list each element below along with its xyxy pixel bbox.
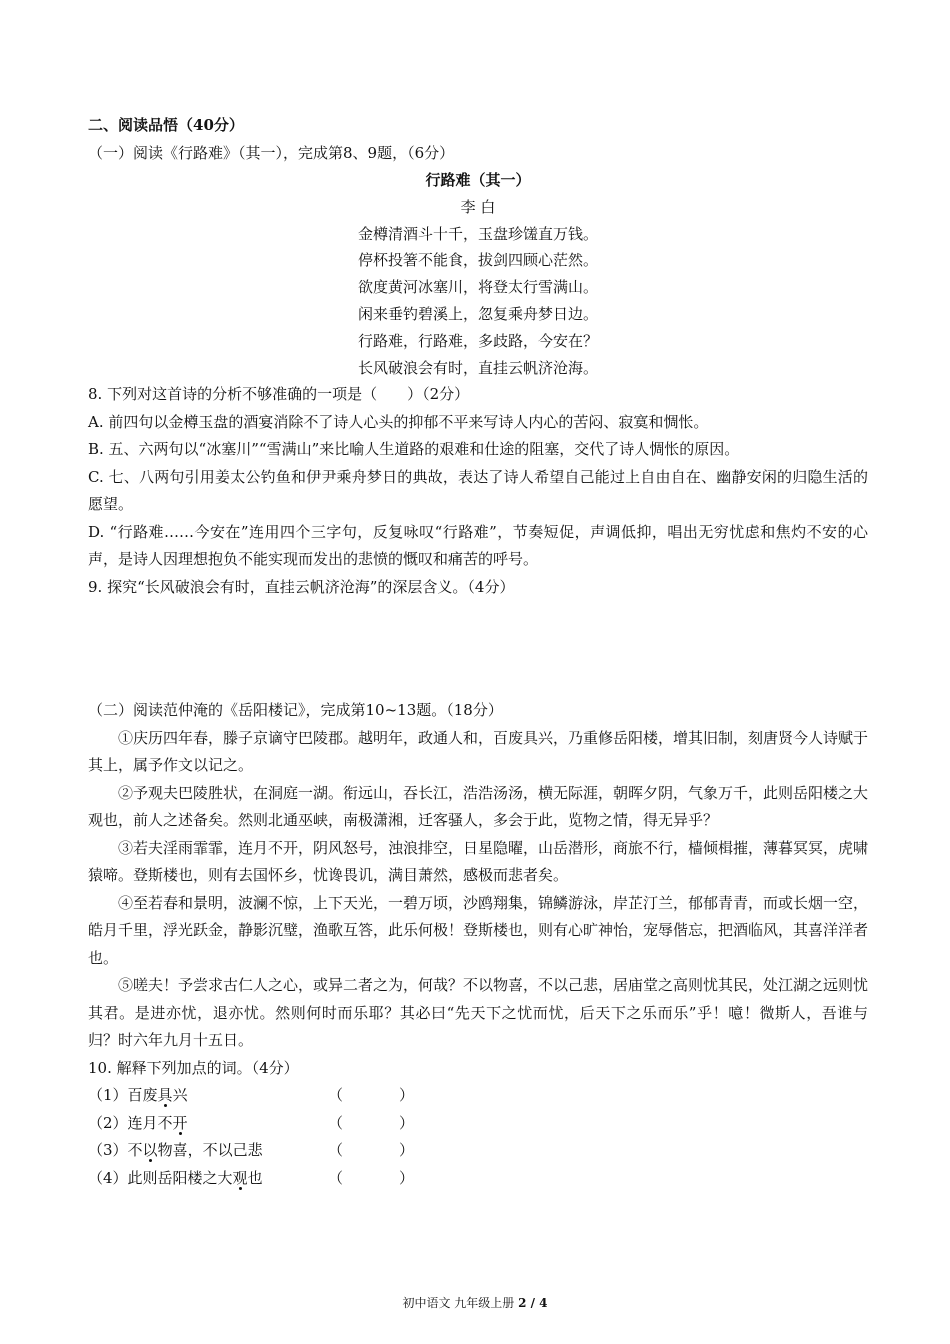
passage-paragraph: ①庆历四年春，滕子京谪守巴陵郡。越明年，政通人和，百废具兴，乃重修岳阳楼，增其旧制，刻唐贤今人诗赋于其上，属予作文以记之。 bbox=[88, 728, 869, 775]
poem-line: 长风破浪会有时，直挂云帆济沧海。 bbox=[357, 358, 598, 377]
page-footer bbox=[0, 1294, 950, 1311]
vocab-term: （4）此则岳阳楼之大观也 bbox=[88, 1168, 263, 1187]
poem bbox=[88, 167, 868, 381]
question-8-option-c: C. 七、八两句引用姜太公钓鱼和伊尹乘舟梦日的典故，表达了诗人希望自己能过上自由自在、幽静安闲的归隐生活的愿望。 bbox=[88, 467, 868, 514]
poem-line: 行路难，行路难，多歧路，今安在？ bbox=[357, 331, 598, 350]
answer-blank: （ ） bbox=[328, 1086, 414, 1105]
question-10-stem: 10. 解释下列加点的词。（4分） bbox=[88, 1058, 299, 1077]
answer-blank: （ ） bbox=[328, 1168, 414, 1187]
vocab-item bbox=[88, 1110, 868, 1138]
answer-blank: （ ） bbox=[328, 1141, 414, 1160]
dotted-character: 观 bbox=[232, 1168, 248, 1187]
poem-line: 金樽清酒斗十千，玉盘珍馐直万钱。 bbox=[357, 224, 598, 243]
answer-space bbox=[88, 601, 868, 697]
vocab-item bbox=[88, 1165, 868, 1193]
document-page bbox=[88, 112, 868, 1192]
question-8-option-a: A. 前四句以金樽玉盘的酒宴消除不了诗人心头的抑郁不平来写诗人内心的苦闷、寂寞和惆怅。 bbox=[88, 412, 709, 431]
poem-title: 行路难（其一） bbox=[425, 171, 531, 189]
question-8-option-b: B. 五、六两句以“冰塞川”“雪满山”来比喻人生道路的艰难和仕途的阻塞，交代了诗人惆怅的原因。 bbox=[88, 440, 740, 459]
part2-intro: （二）阅读范仲淹的《岳阳楼记》，完成第10~13题。（18分） bbox=[88, 701, 503, 720]
part1-intro: （一）阅读《行路难》（其一），完成第8、9题，（6分） bbox=[88, 143, 455, 162]
vocab-item bbox=[88, 1137, 868, 1165]
footer-text: 初中语文 九年级上册 bbox=[402, 1296, 519, 1310]
dotted-character: 具 bbox=[157, 1086, 173, 1105]
vocab-item bbox=[88, 1082, 868, 1110]
question-8-stem: 8. 下列对这首诗的分析不够准确的一项是（ ）（2分） bbox=[88, 385, 470, 404]
poem-line: 闲来垂钓碧溪上，忽复乘舟梦日边。 bbox=[357, 304, 598, 323]
passage-paragraph: ②予观夫巴陵胜状，在洞庭一湖。衔远山，吞长江，浩浩汤汤，横无际涯，朝晖夕阴，气象万千，此则岳阳楼之大观也，前人之述备矣。然则北通巫峡，南极潇湘，迁客骚人，多会于此，览物之情，得无异乎？ bbox=[88, 783, 869, 830]
poem-line: 欲度黄河冰塞川，将登太行雪满山。 bbox=[357, 278, 598, 297]
vocab-term: （3）不以物喜，不以己悲 bbox=[88, 1141, 263, 1160]
passage-paragraph: ④至若春和景明，波澜不惊，上下天光，一碧万顷，沙鸥翔集，锦鳞游泳，岸芷汀兰，郁郁青青，而或长烟一空，皓月千里，浮光跃金，静影沉璧，渔歌互答，此乐何极！登斯楼也，则有心旷神怡，宠辱偕忘，把酒临风，其喜洋洋者也。 bbox=[88, 893, 869, 967]
vocab-term: （1）百废具兴 bbox=[88, 1086, 188, 1105]
passage-paragraph: ⑤嗟夫！予尝求古仁人之心，或异二者之为，何哉？不以物喜，不以己悲，居庙堂之高则忧其民，处江湖之远则忧其君。是进亦忧，退亦忧。然则何时而乐耶？其必曰“先天下之忧而忧，后天下之乐而乐”乎！噫！微斯人，吾谁与归？时六年九月十五日。 bbox=[88, 976, 869, 1050]
poem-line: 停杯投箸不能食，拔剑四顾心茫然。 bbox=[357, 251, 598, 270]
dotted-character: 开 bbox=[172, 1113, 188, 1132]
answer-blank: （ ） bbox=[328, 1113, 414, 1132]
passage-paragraph: ③若夫淫雨霏霏，连月不开，阴风怒号，浊浪排空，日星隐曜，山岳潜形，商旅不行，樯倾楫摧，薄暮冥冥，虎啸猿啼。登斯楼也，则有去国怀乡，忧谗畏讥，满目萧然，感极而悲者矣。 bbox=[88, 838, 869, 885]
section-title: 二、阅读品悟（40分） bbox=[88, 116, 244, 134]
question-8-option-d: D. “行路难……今安在”连用四个三字句，反复咏叹“行路难”，节奏短促，声调低抑，唱出无穷忧虑和焦灼不安的心声，是诗人因理想抱负不能实现而发出的悲愤的慨叹和痛苦的呼号。 bbox=[88, 522, 868, 569]
poem-author: 李 白 bbox=[460, 197, 496, 216]
question-9-stem: 9. 探究“长风破浪会有时，直挂云帆济沧海”的深层含义。（4分） bbox=[88, 577, 515, 596]
page-number: 2 / 4 bbox=[518, 1296, 548, 1310]
vocab-term: （2）连月不开 bbox=[88, 1113, 188, 1132]
dotted-character: 以 bbox=[142, 1141, 158, 1160]
